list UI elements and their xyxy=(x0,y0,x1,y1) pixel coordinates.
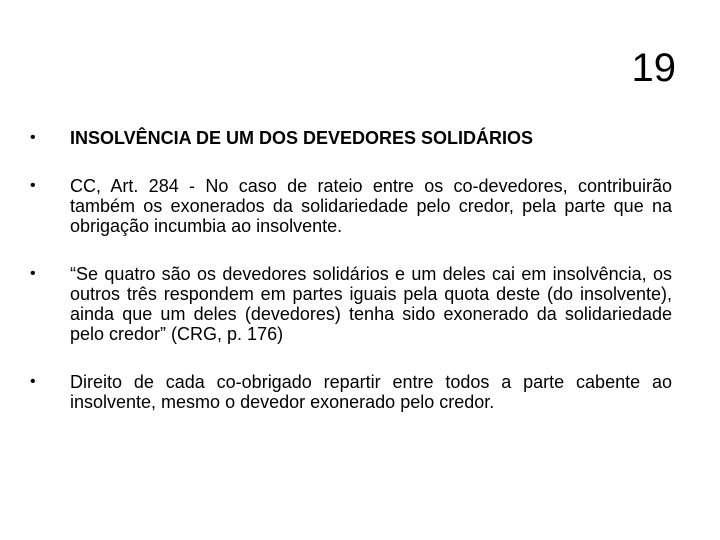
slide-number: 19 xyxy=(631,46,676,90)
bullet-icon: • xyxy=(30,129,36,146)
bullet-text: INSOLVÊNCIA DE UM DOS DEVEDORES SOLIDÁRIOS xyxy=(70,128,534,148)
bullet-list xyxy=(26,128,672,412)
bullet-item-art-284 xyxy=(26,176,672,236)
bullet-item-quote xyxy=(26,264,672,344)
bullet-icon: • xyxy=(30,265,36,282)
bullet-text: Direito de cada co-obrigado repartir entre todos a parte cabente ao insolvente, mesmo o devedor exonerado pelo credor. xyxy=(70,372,672,412)
bullet-icon: • xyxy=(30,177,36,194)
bullet-icon: • xyxy=(30,373,36,390)
bullet-text: CC, Art. 284 - No caso de rateio entre os co-devedores, contribuirão também os exonerados da solidariedade pelo credor, pela parte que na obrigação incumbia ao insolvente. xyxy=(70,176,672,236)
bullet-item-right xyxy=(26,372,672,412)
bullet-text: “Se quatro são os devedores solidários e um deles cai em insolvência, os outros três respondem em partes iguais pela quota deste (do insolvente), ainda que um deles (devedores) tenha sido exonerado da solidariedade pelo credor” (CRG, p. 176) xyxy=(70,264,672,344)
bullet-item-heading xyxy=(26,128,672,148)
